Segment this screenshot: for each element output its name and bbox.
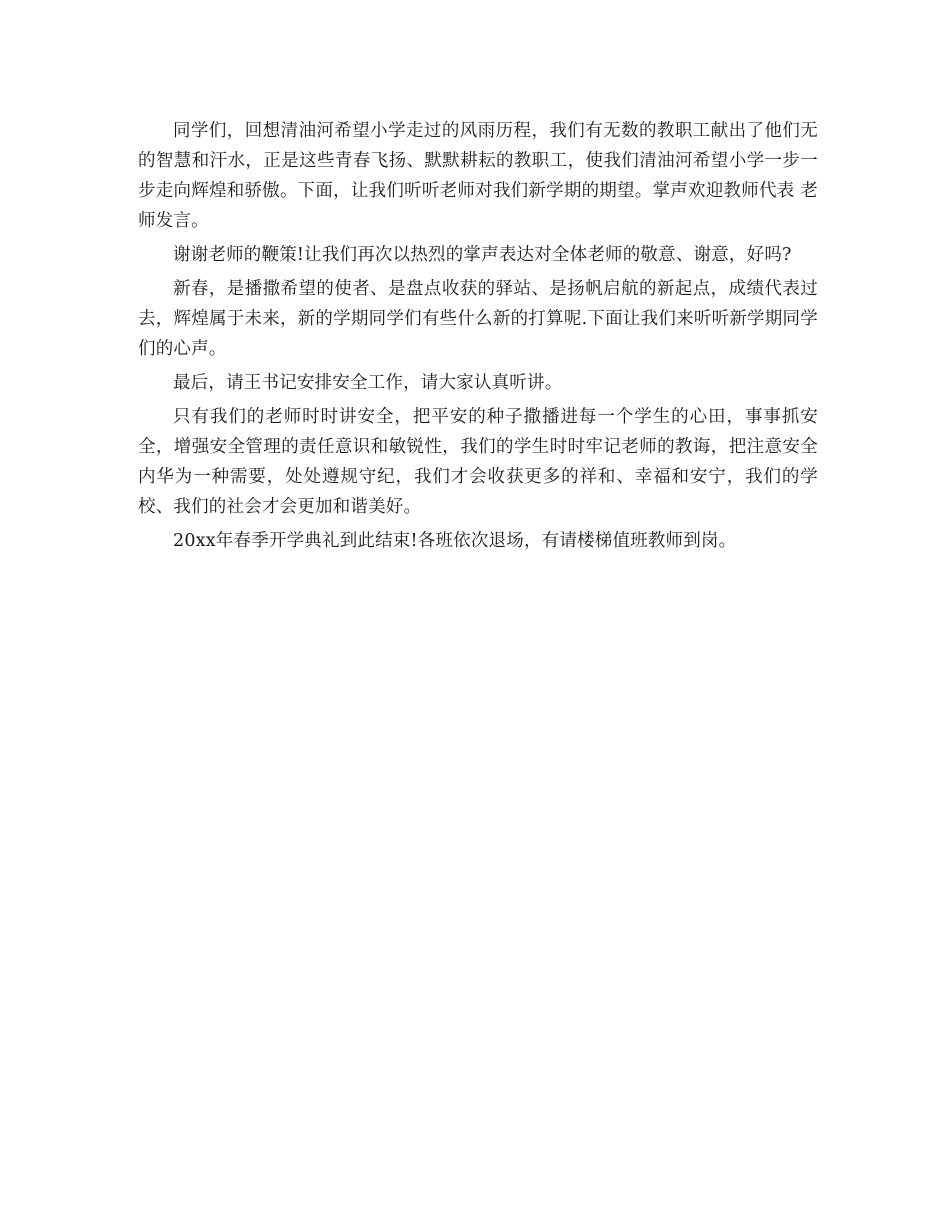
paragraph-6: 20xx年春季开学典礼到此结束!各班依次退场，有请楼梯值班教师到岗。 [173,531,737,551]
paragraph-4: 最后，请王书记安排安全工作，请大家认真听讲。 [173,373,563,393]
paragraph-1: 同学们，回想清油河希望小学走过的风雨历程，我们有无数的教职工献出了他们无的智慧和汗水，正是这些青春飞扬、默默耕耘的教职工，使我们清油河希望小学一步一步走向辉煌和骄傲。下面，让我们听听老师对我们新学期的期望。掌声欢迎教师代表 老师发言。 [138,121,818,231]
paragraph-5: 只有我们的老师时时讲安全，把平安的种子撒播进每一个学生的心田，事事抓安全，增强安全管理的责任意识和敏锐性，我们的学生时时牢记老师的教诲，把注意安全内华为一种需要，处处遵规守纪，我们才会收获更多的祥和、幸福和安宁，我们的学校、我们的社会才会更加和谐美好。 [138,407,818,517]
document-body [138,116,818,560]
paragraph-2: 谢谢老师的鞭策!让我们再次以热烈的掌声表达对全体老师的敬意、谢意，好吗? [173,245,792,265]
paragraph-3: 新春，是播撒希望的使者、是盘点收获的驿站、是扬帆启航的新起点，成绩代表过去，辉煌属于未来，新的学期同学们有些什么新的打算呢.下面让我们来听听新学期同学们的心声。 [138,279,818,359]
